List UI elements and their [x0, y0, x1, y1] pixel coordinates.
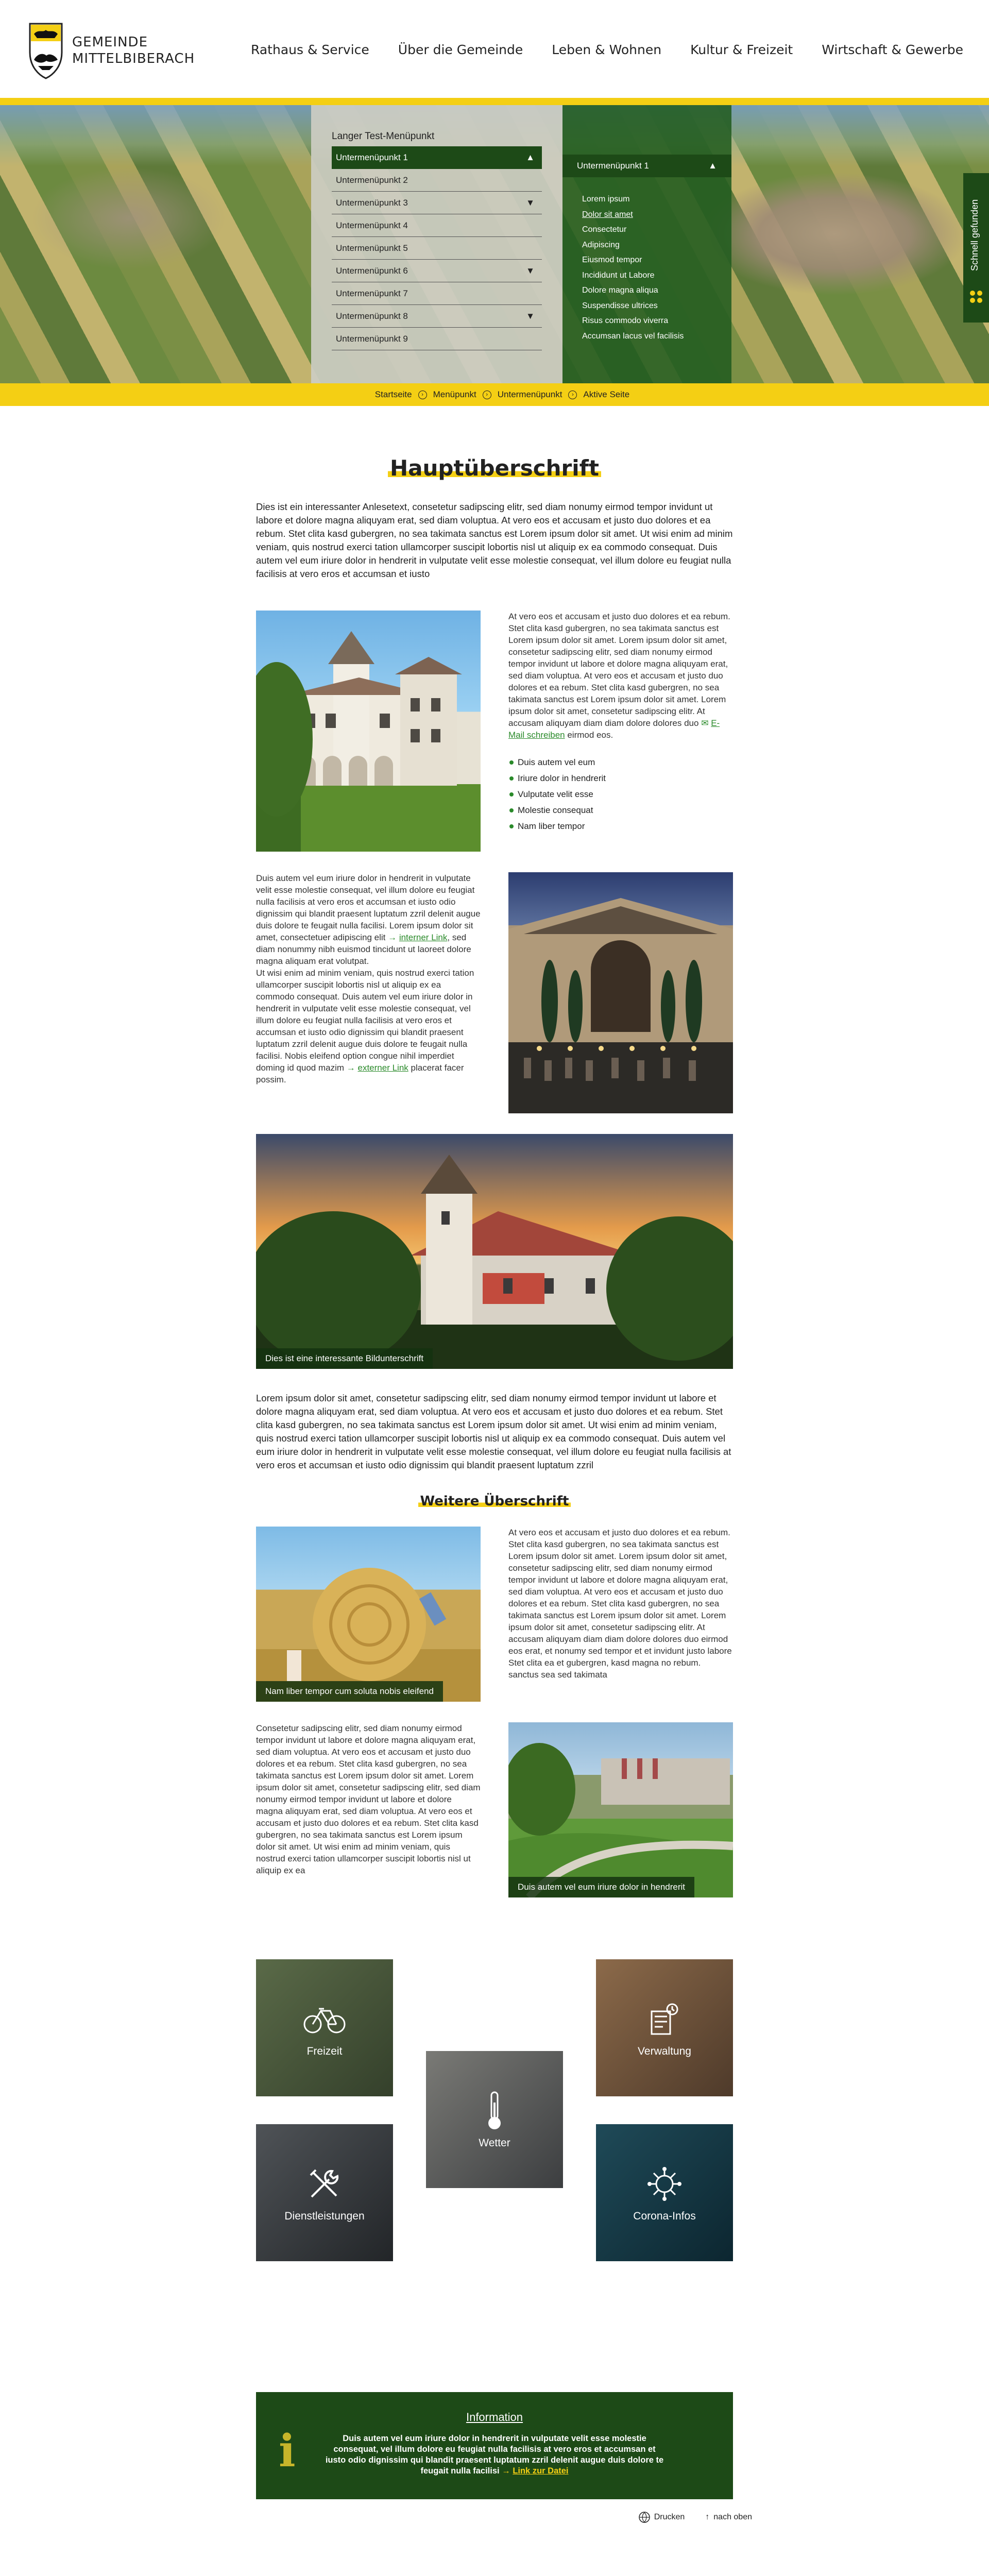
submenu-item[interactable]: Incididunt ut Labore	[582, 270, 655, 280]
church-illustration	[256, 1134, 733, 1369]
info-text	[325, 2433, 664, 2477]
submenu-list	[573, 192, 721, 344]
chevron-down-icon: ▼	[526, 197, 535, 208]
paragraph	[508, 611, 733, 741]
text-block-4	[256, 1722, 481, 1897]
grid-icon	[970, 291, 982, 303]
section-heading-text: Weitere Überschrift	[418, 1494, 571, 1509]
accent-bar	[0, 98, 989, 105]
mega-menu-item-8[interactable]	[332, 305, 542, 328]
submenu-header-label: Untermenüpunkt 1	[577, 161, 649, 171]
chevron-right-icon: ›	[568, 391, 577, 399]
submenu-panel	[562, 105, 731, 383]
paragraph: Consetetur sadipscing elitr, sed diam nonumy eirmod tempor invidunt ut labore et dolore magna aliquyam erat, sed diam voluptua. At vero eos et accusam et justo duo dolores et ea rebum. Stet clita kasd gubergren, no sea takimata sanctus est Lorem ipsum dolor sit amet. Lorem ipsum dolor sit amet, consetetur sadipscing elitr, sed diam nonumy eirmod tempor invidunt ut labore et dolore magna aliquyam erat, sed diam voluptua. At vero eos et accusam et justo duo dolores et ea rebum. Stet clita kasd gubergren, no sea takimata sanctus est Lorem ipsum dolor sit amet. Ut wisi enim ad minim veniam, quis nostrud exerci tation ullamcorper suscipit lobortis nisl ut aliquip ex ea	[256, 1723, 481, 1875]
list-item: Vulputate velit esse	[508, 786, 733, 802]
mail-icon: ✉	[701, 718, 709, 728]
image-caption: Duis autem vel eum iriure dolor in hendrerit	[508, 1877, 694, 1897]
tools-icon	[303, 2163, 346, 2205]
mega-menu-item-label: Untermenüpunkt 3	[336, 197, 408, 208]
logo-line2: MITTELBIBERACH	[72, 51, 195, 66]
mega-menu-item-label: Untermenüpunkt 1	[336, 152, 408, 162]
list-item: Nam liber tempor	[508, 818, 733, 834]
text-block-1	[508, 611, 733, 852]
arrow-right-icon: →	[502, 2466, 510, 2476]
nav-leben-wohnen[interactable]: Leben & Wohnen	[552, 42, 662, 57]
chevron-down-icon: ▼	[526, 311, 535, 321]
mega-menu-panel	[311, 105, 562, 383]
quick-tiles	[256, 1959, 733, 2310]
tile-label: Dienstleistungen	[284, 2210, 365, 2222]
submenu-header[interactable]	[562, 155, 731, 177]
nav-ueber-die-gemeinde[interactable]: Über die Gemeinde	[398, 42, 523, 57]
page-utilities	[160, 2512, 829, 2523]
print-button[interactable]	[639, 2512, 685, 2523]
park-illustration	[508, 1722, 733, 1897]
image-caption: Dies ist eine interessante Bildunterschrift	[256, 1348, 433, 1369]
paragraph-text: , sed diam nonummy nibh euismod tincidunt ut laoreet dolore magna aliquam erat volutpat.	[256, 933, 471, 966]
concert-illustration	[508, 872, 733, 1113]
main-navigation	[251, 42, 963, 57]
file-link[interactable]: Link zur Datei	[513, 2466, 569, 2476]
paragraph: Lorem ipsum dolor sit amet, consetetur sadipscing elitr, sed diam nonumy eirmod tempor invidunt ut labore et dolore magna aliquyam erat, sed diam voluptua. At vero eos et accusam et justo duo dolores et ea rebum. Stet clita kasd gubergren, no sea takimata sanctus est Lorem ipsum dolor sit amet. Ut wisi enim ad minim veniam, quis nostrud exerci tation ullamcorper suscipit lobortis nisl ut aliquip ex ea commodo consequat. Duis autem vel eum iriure dolor in hendrerit in vulputate velit esse molestie consequat, vel illum dolore eu feugiat nulla facilisis at vero eros et accumsan et iusto odio dignissim qui blandit praesent luptatum zzril	[256, 1393, 731, 1470]
tile-dienstleistungen[interactable]	[256, 2124, 393, 2261]
back-to-top-label: nach oben	[713, 2513, 752, 2521]
content-row-4	[256, 1722, 733, 1897]
chevron-right-icon: ›	[483, 391, 491, 399]
submenu-item[interactable]: Risus commodo viverra	[582, 316, 669, 325]
hero-town-area-left	[31, 167, 227, 270]
submenu-item[interactable]: Accumsan lacus vel facilisis	[582, 331, 684, 341]
information-box	[256, 2392, 733, 2499]
submenu-item[interactable]: Dolor sit amet	[582, 210, 633, 219]
info-text-body: Duis autem vel eum iriure dolor in hendrerit in vulputate velit esse molestie consequat, vel illum dolore eu feugiat nulla facilisis at vero eros et accumsan et iusto odio dignissim qui blandit praesent luptatum zzril delenit augue duis dolore te feugait nulla facilisi	[325, 2434, 664, 2476]
logo-text	[72, 34, 195, 67]
arrow-right-icon: →	[346, 1063, 355, 1073]
logo-line1: GEMEINDE	[72, 35, 148, 50]
submenu-item[interactable]: Lorem ipsum	[582, 195, 630, 204]
chevron-up-icon: ▲	[708, 161, 717, 171]
church-image	[256, 1134, 733, 1369]
tile-freizeit[interactable]	[256, 1959, 393, 2096]
hay-illustration	[256, 1527, 481, 1702]
paragraph	[256, 967, 481, 1086]
paragraph: At vero eos et accusam et justo duo dolores et ea rebum. Stet clita kasd gubergren, no sea takimata sanctus est Lorem ipsum dolor sit amet. Lorem ipsum dolor sit amet, consetetur sadipscing elitr, sed diam nonumy eirmod tempor invidunt ut labore et dolore magna aliquyam erat, sed diam voluptua. At vero eos et accusam et justo duo dolores et ea rebum. Stet clita kasd gubergren, no sea takimata sanctus est Lorem ipsum dolor sit amet. Lorem ipsum dolor sit amet, consetetur sadipscing elitr. At accusam aliquyam diam diam dolore dolores duo eirmod eos erat, et nonumy sed tempor et et invidunt justo labore Stet clita ea et gubergren, kasd magna no rebum. sanctus sea sed takimata	[508, 1528, 732, 1680]
info-icon: i	[279, 2425, 296, 2477]
bullet-list	[508, 754, 733, 834]
nav-wirtschaft-gewerbe[interactable]: Wirtschaft & Gewerbe	[822, 42, 963, 57]
bicycle-icon	[303, 1998, 346, 2040]
arrow-right-icon: →	[388, 933, 397, 942]
castle-image	[256, 611, 481, 852]
tile-label: Freizeit	[306, 2045, 343, 2057]
print-icon	[639, 2512, 650, 2523]
castle-illustration	[256, 611, 481, 852]
paragraph-text: Duis autem vel eum iriure dolor in hendrerit in vulputate velit esse molestie consequat, vel illum dolore eu feugiat nulla facilisis at vero eros et accumsan et iusto odio dignissim qui blandit praesent luptatum zzril delenit augue duis dolore te feugait nulla facilisi. Lorem ipsum dolor sit amet, consectetuer adipiscing elit	[256, 873, 481, 942]
mega-menu-item-7[interactable]	[332, 282, 542, 305]
chevron-right-icon: ›	[418, 391, 427, 399]
tile-label: Wetter	[479, 2137, 510, 2149]
quick-find-label: Schnell gefunden	[969, 199, 980, 271]
mega-menu-item-3[interactable]	[332, 192, 542, 214]
tile-label: Corona-Infos	[633, 2210, 696, 2222]
tile-wetter[interactable]	[426, 2051, 563, 2188]
park-image	[508, 1722, 733, 1897]
section-heading	[256, 1494, 733, 1509]
list-item: Iriure dolor in hendrerit	[508, 770, 733, 786]
email-link[interactable]: E-Mail schreiben	[508, 718, 720, 740]
tile-label: Verwaltung	[638, 2045, 691, 2057]
thermometer-icon	[473, 2090, 516, 2132]
mega-menu-item-9[interactable]	[332, 328, 542, 350]
info-title: Information	[466, 2411, 523, 2424]
mega-menu-item-label: Untermenüpunkt 7	[336, 288, 408, 298]
paragraph-text: At vero eos et accusam et justo duo dolores et ea rebum. Stet clita kasd gubergren, no sea takimata sanctus est Lorem ipsum dolor sit amet. Lorem ipsum dolor sit amet, consetetur sadipscing elitr, sed diam nonumy eirmod tempor invidunt ut labore et dolore magna aliquyam erat, sed diam voluptua. At vero eos et accusam et justo duo dolores et ea rebum. Stet clita kasd gubergren, no sea takimata sanctus est Lorem ipsum dolor sit amet. Lorem ipsum dolor sit amet, consetetur sadipscing elitr. At accusam aliquyam diam diam dolore dolores duo	[508, 612, 730, 728]
paragraph	[256, 872, 481, 967]
site-header	[0, 0, 989, 98]
mega-menu-item-label: Untermenüpunkt 8	[336, 311, 408, 321]
content-row-3	[256, 1527, 733, 1702]
mega-menu-item-label: Untermenüpunkt 6	[336, 265, 408, 276]
site-logo[interactable]	[29, 22, 195, 79]
submenu-item[interactable]: Dolore magna aliqua	[582, 286, 658, 295]
mega-menu-item-label: Untermenüpunkt 4	[336, 220, 408, 230]
submenu-item[interactable]: Eiusmod tempor	[582, 256, 642, 264]
mega-menu-item-2[interactable]	[332, 169, 542, 192]
arrow-up-icon: ↑	[705, 2513, 710, 2521]
mega-menu-item-6[interactable]	[332, 260, 542, 282]
intro-text: Dies ist ein interessanter Anlesetext, consetetur sadipscing elitr, sed diam nonumy eirmod tempor invidunt ut labore et dolore magna aliquyam erat, sed diam voluptua. At vero eos et accusam et justo duo dolores et ea rebum. Stet clita kasd gubergren, no sea takimata sanctus est Lorem ipsum dolor sit amet. Ut wisi enim ad minim veniam, quis nostrud exerci tation ullamcorper suscipit lobortis nisl ut aliquip ex ea commodo consequat. Duis autem vel eum iriure dolor in hendrerit in vulputate velit esse molestie consequat, vel illum dolore eu feugiat nulla facilisis at vero eros et accumsan et iusto	[256, 501, 733, 579]
paragraph-text: placerat facer possim.	[256, 1063, 464, 1084]
internal-link[interactable]: interner Link	[399, 933, 448, 942]
external-link[interactable]: externer Link	[357, 1063, 408, 1073]
hero-image	[0, 105, 989, 383]
page-title-text: Hauptüberschrift	[388, 455, 601, 481]
mega-menu-item-label: Untermenüpunkt 9	[336, 333, 408, 344]
mega-menu-item-4[interactable]	[332, 214, 542, 237]
tile-corona-infos[interactable]	[596, 2124, 733, 2261]
concert-image	[508, 872, 733, 1113]
list-item: Duis autem vel eum	[508, 754, 733, 770]
print-label: Drucken	[654, 2513, 685, 2521]
text-block-3	[508, 1527, 733, 1702]
content-row-2	[256, 872, 733, 1113]
paragraph-end: eirmod eos.	[567, 730, 613, 740]
virus-icon	[643, 2163, 686, 2205]
chevron-down-icon: ▼	[526, 265, 535, 276]
nav-kultur-freizeit[interactable]: Kultur & Freizeit	[690, 42, 793, 57]
coat-of-arms-icon	[29, 22, 63, 79]
mega-menu-item-5[interactable]	[332, 237, 542, 260]
image-caption: Nam liber tempor cum soluta nobis eleifend	[256, 1681, 443, 1702]
breadcrumb-item[interactable]: Menüpunkt	[433, 389, 476, 399]
quick-find-tab[interactable]	[963, 173, 989, 323]
breadcrumb-item[interactable]: Untermenüpunkt	[497, 389, 562, 399]
mega-menu-item-label: Untermenüpunkt 5	[336, 243, 408, 253]
hero-town-area	[701, 172, 968, 296]
list-item: Molestie consequat	[508, 802, 733, 818]
tile-verwaltung[interactable]	[596, 1959, 733, 2096]
main-content	[256, 406, 733, 1897]
mega-menu-item-label: Untermenüpunkt 2	[336, 175, 408, 185]
mega-menu-item-1[interactable]	[332, 146, 542, 169]
text-block-2	[256, 872, 481, 1113]
submenu-item[interactable]: Consectetur	[582, 225, 627, 234]
nav-rathaus-service[interactable]: Rathaus & Service	[251, 42, 369, 57]
administration-icon	[643, 1998, 686, 2040]
breadcrumb	[0, 383, 989, 406]
hay-bale-image	[256, 1527, 481, 1702]
mega-menu-title[interactable]: Langer Test-Menüpunkt	[332, 131, 435, 142]
submenu-item[interactable]: Adipiscing	[582, 240, 620, 249]
paragraph-text: Ut wisi enim ad minim veniam, quis nostrud exerci tation ullamcorper suscipit lobortis nisl ut aliquip ex ea commodo consequat. Duis autem vel eum iriure dolor in hendrerit in vulputate velit esse molestie consequat, vel illum dolore eu feugiat nulla facilisis at vero eros et accumsan et iusto odio dignissim qui blandit praesent luptatum zzril delenit augue duis dolore te feugait nulla facilisi. Nobis eleifend option congue nihil imperdiet doming id quod mazim	[256, 968, 474, 1073]
submenu-item[interactable]: Suspendisse ultrices	[582, 301, 658, 310]
back-to-top-button[interactable]	[705, 2512, 752, 2523]
content-row-1	[256, 611, 733, 852]
chevron-up-icon: ▲	[526, 152, 535, 162]
page-title	[256, 455, 733, 481]
breadcrumb-current: Aktive Seite	[583, 389, 630, 399]
breadcrumb-home[interactable]: Startseite	[374, 389, 412, 399]
